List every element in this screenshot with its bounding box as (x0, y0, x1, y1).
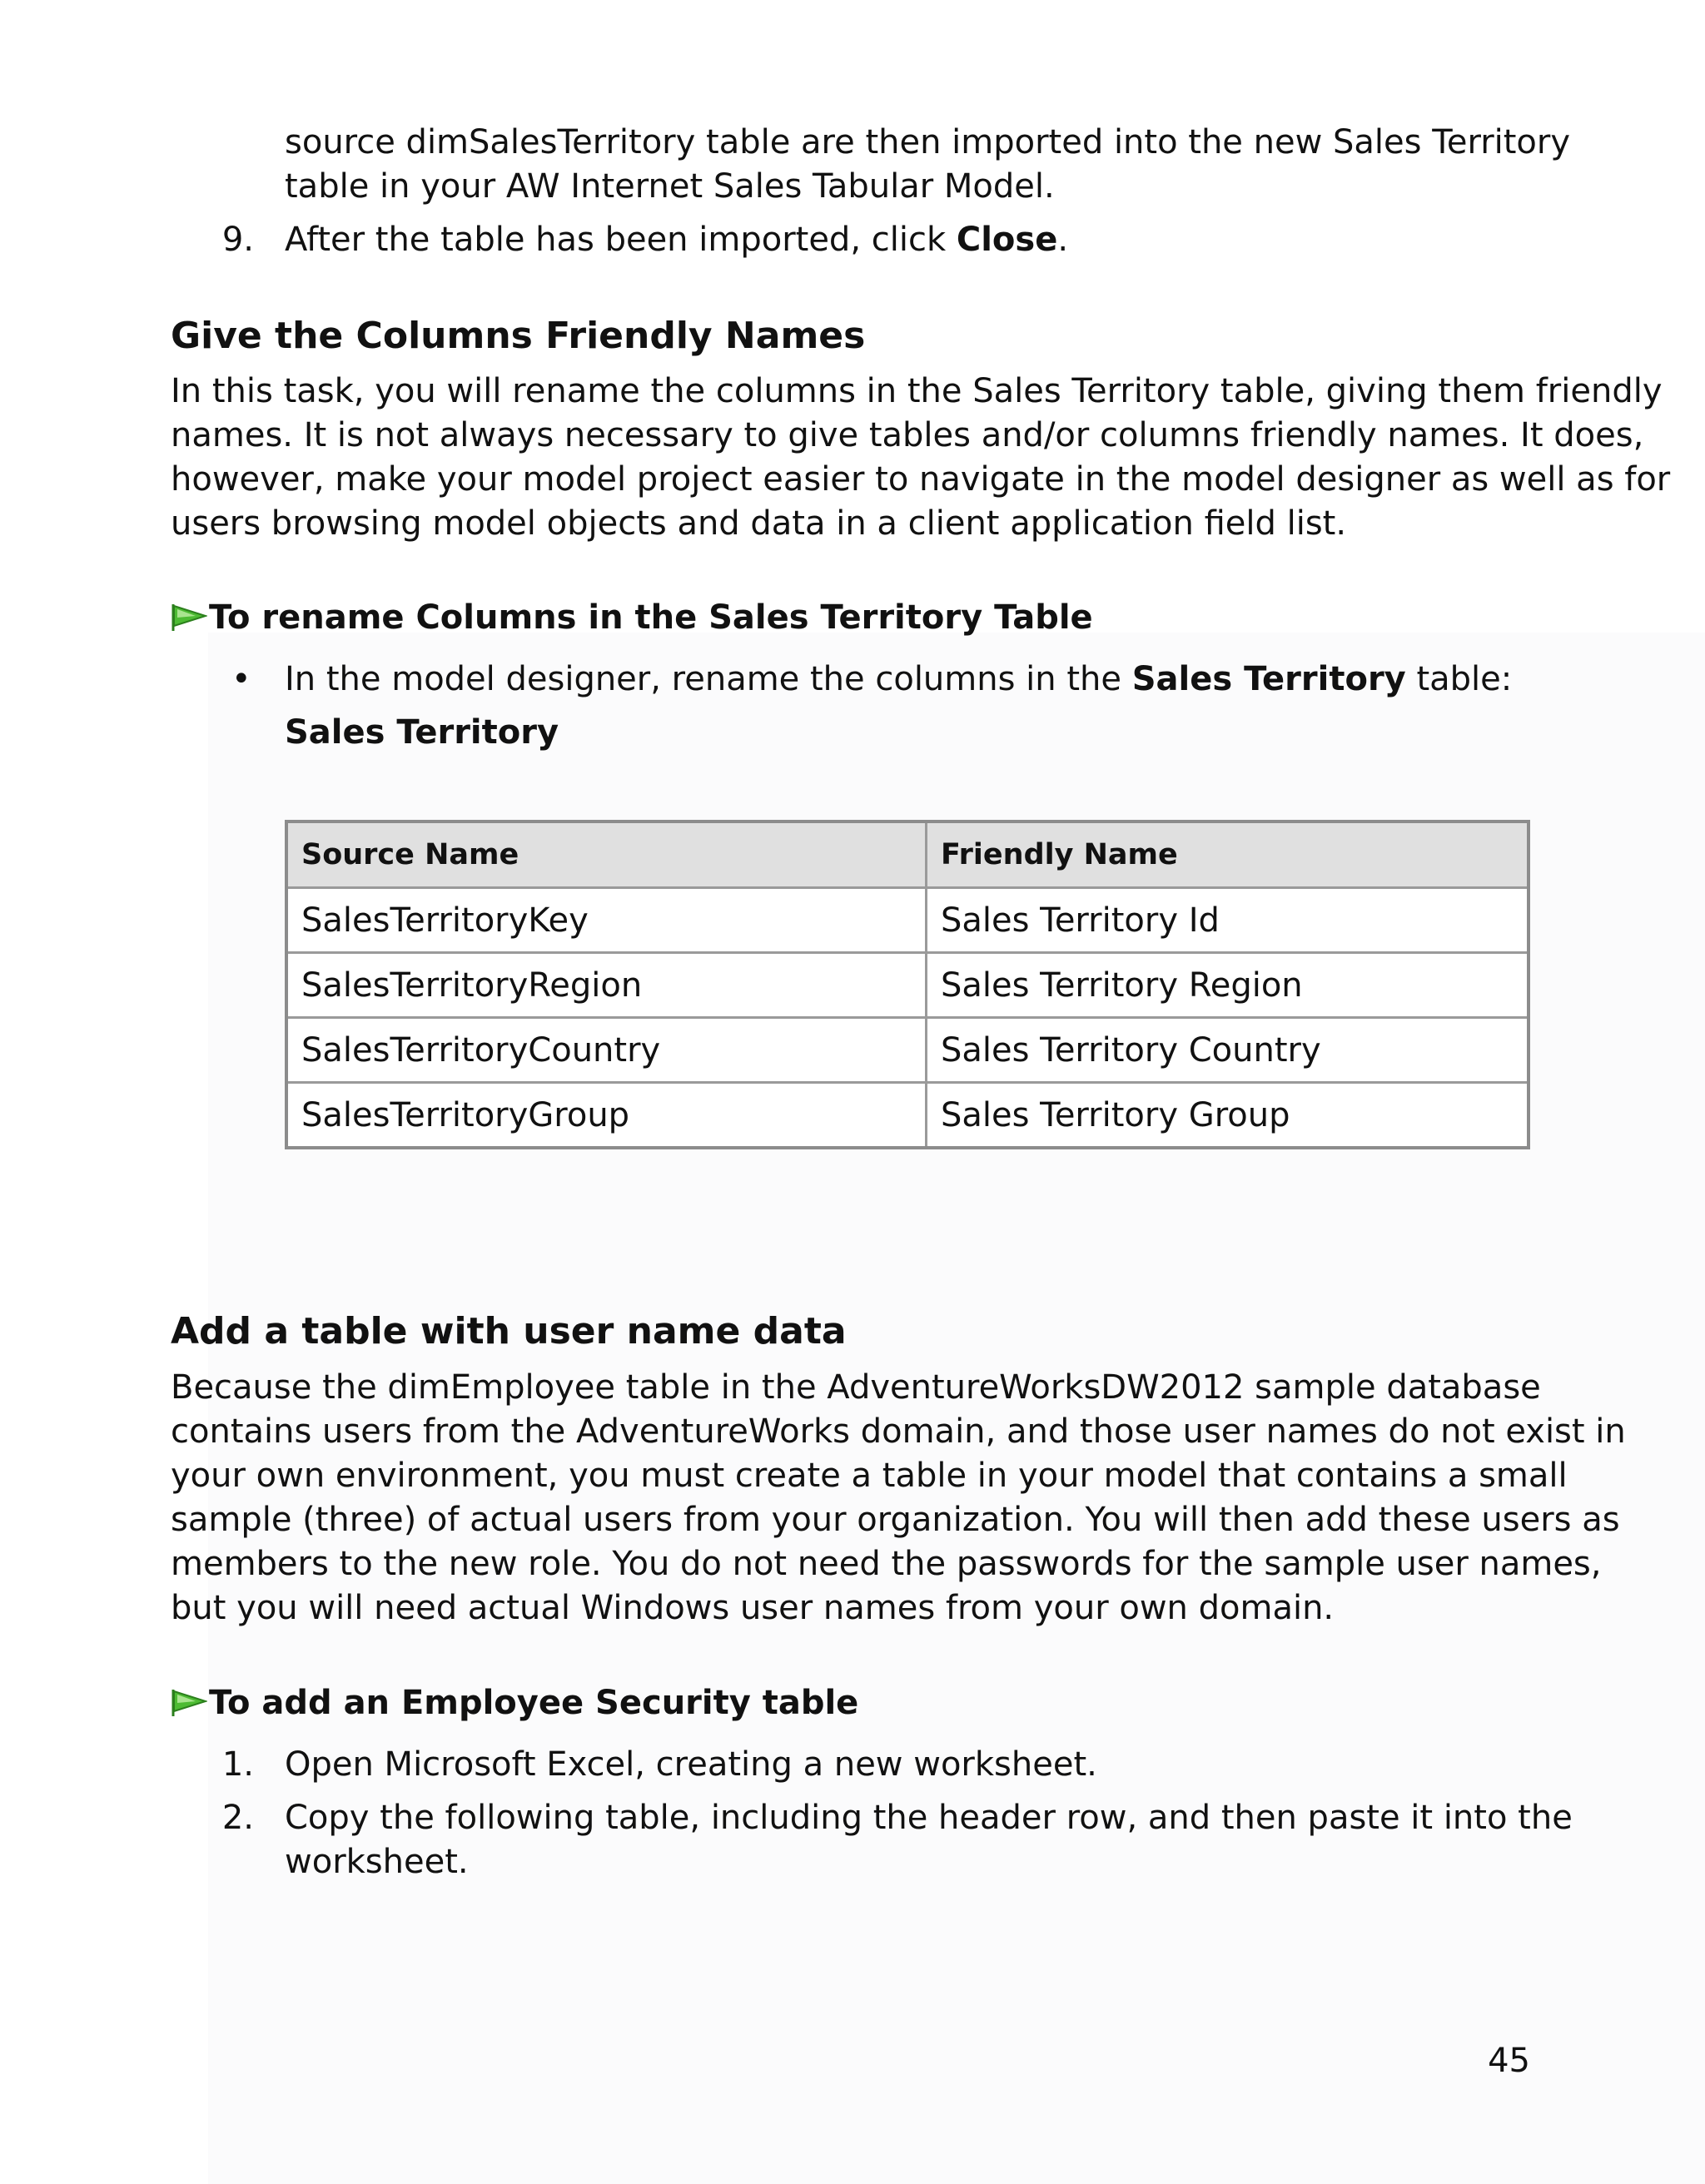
sales-territory-bold: Sales Territory (1131, 660, 1406, 698)
page-number: 45 (1488, 2042, 1530, 2080)
procedure-title: To add an Employee Security table (209, 1684, 859, 1722)
section1-body-line-3: however, make your model project easier to navigate in the model designer as well as for (171, 460, 1671, 499)
step-1-number: 1. (221, 1745, 254, 1784)
table-cell: SalesTerritoryCountry (286, 1018, 927, 1083)
section2-body-line-1: Because the dimEmployee table in the AdventureWorksDW2012 sample database (171, 1368, 1541, 1407)
section2-body-line-4: sample (three) of actual users from your organization. You will then add these users as (171, 1501, 1620, 1539)
table-header-row (286, 821, 1529, 888)
section2-body-line-2: contains users from the AdventureWorks domain, and those user names do not exist in (171, 1412, 1626, 1451)
bullet-symbol: • (231, 660, 251, 698)
step-2-text-line-2: worksheet. (285, 1843, 469, 1881)
step-1-text: Open Microsoft Excel, creating a new worksheet. (285, 1745, 1097, 1784)
procedure-title: To rename Columns in the Sales Territory Table (209, 598, 1093, 637)
sales-territory-table (285, 820, 1530, 1149)
table-cell: SalesTerritoryRegion (286, 953, 927, 1018)
table-cell: SalesTerritoryKey (286, 888, 927, 953)
procedure-flag-icon (171, 601, 207, 634)
section2-body-line-5: members to the new role. You do not need the passwords for the sample user names, (171, 1545, 1602, 1583)
section-heading-user-name-data: Add a table with user name data (171, 1310, 847, 1353)
section1-body-line-2: names. It is not always necessary to give tables and/or columns friendly names. It does, (171, 416, 1644, 454)
column-header-source-name: Source Name (286, 821, 927, 888)
table-title: Sales Territory (285, 713, 559, 752)
section-heading-friendly-names: Give the Columns Friendly Names (171, 315, 866, 357)
step-9-number: 9. (221, 221, 254, 259)
table-row (286, 953, 1529, 1018)
column-header-friendly-name: Friendly Name (927, 821, 1529, 888)
table-row (286, 1018, 1529, 1083)
step-2-number: 2. (221, 1799, 254, 1837)
close-label: Close (956, 221, 1058, 259)
table-row (286, 888, 1529, 953)
step-9-text: After the table has been imported, click Close. (285, 221, 1069, 259)
table-cell: Sales Territory Region (927, 953, 1529, 1018)
table-row (286, 1083, 1529, 1149)
table-cell: Sales Territory Country (927, 1018, 1529, 1083)
table-cell: Sales Territory Group (927, 1083, 1529, 1149)
section1-body-line-4: users browsing model objects and data in a client application field list. (171, 504, 1347, 543)
procedure-add-employee-security (171, 1681, 858, 1725)
step-2-text-line-1: Copy the following table, including the header row, and then paste it into the (285, 1799, 1573, 1837)
table-cell: SalesTerritoryGroup (286, 1083, 927, 1149)
section1-body-line-1: In this task, you will rename the columns in the Sales Territory table, giving them friendly (171, 372, 1663, 410)
bullet-text: In the model designer, rename the columns in the Sales Territory table: (285, 660, 1513, 698)
table-cell: Sales Territory Id (927, 888, 1529, 953)
section2-body-line-3: your own environment, you must create a table in your model that contains a small (171, 1457, 1568, 1495)
procedure-rename-columns (171, 596, 1093, 639)
intro-line-2: table in your AW Internet Sales Tabular Model. (285, 167, 1055, 206)
intro-line-1: source dimSalesTerritory table are then imported into the new Sales Territory (285, 123, 1571, 161)
section2-body-line-6: but you will need actual Windows user names from your own domain. (171, 1589, 1335, 1627)
procedure-flag-icon (171, 1686, 207, 1720)
